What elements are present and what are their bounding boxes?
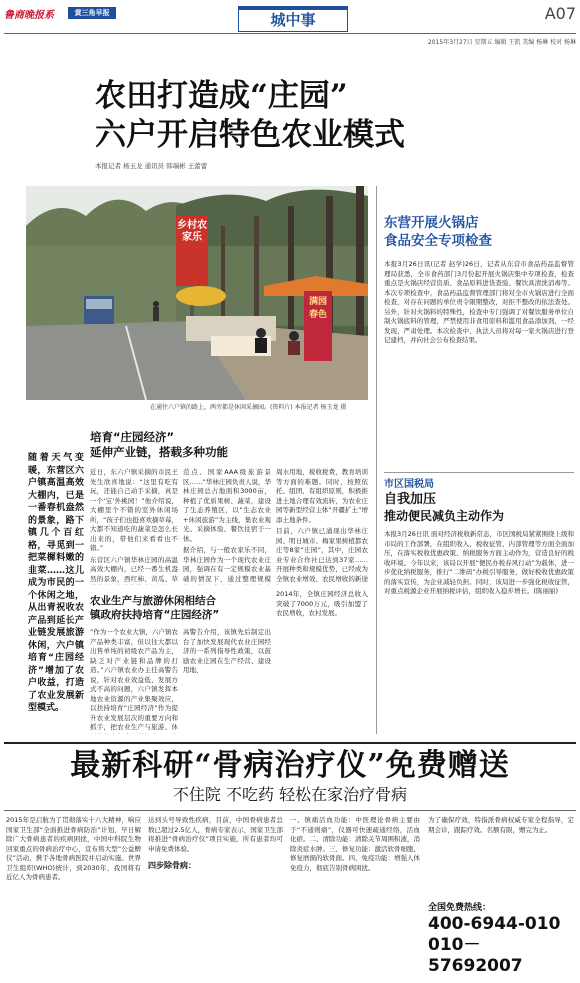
subhead-2-line1: 农业生产与旅游休闲相结合 [90,595,216,607]
side-story-1-title2: 食品安全专项检查 [384,233,492,249]
article-col2-p2: 据介绍，与一般农家乐不同，华林庄园作为一个现代农业庄园，强调在有一定规模农业基础的情况下，通过整理规模 [183,546,271,583]
edition-badge: 黄三角早报 [68,7,116,19]
ad-hotline-1: 400-6944-010 [428,914,561,934]
masthead [0,0,580,50]
main-headline-line1: 农田打造成“庄园” [95,78,348,114]
page-number: A07 [544,4,576,23]
ad-subtitle: 不住院 不吃药 轻松在家治疗骨病 [172,785,408,804]
article-col2-lower [183,628,271,734]
subhead-2-line2: 镇政府扶持培育“庄园经济” [90,609,220,621]
article-col1-p1: 近日，东六户镇采摘的市民王先生欣喜地说：“这里有吃有玩，还能自己动手采摘，真是一个‘宝’外桃园！”他介绍说，大棚里个不错的室外休闲场所，“孩子们也挺喜欢摘草莓，大都不知道吃的蔬菜是怎么长出来的，带他们来看看也不错。” [90,468,178,552]
news-photo [26,186,368,400]
article-col1-lower [90,628,178,734]
side-story-2-kicker: 市区国税局 [384,479,434,490]
side-story-2 [384,478,574,716]
main-headline-line2: 六户开启特色农业模式 [95,117,405,153]
side-story-2-body: 本报3月26日讯 面对经济税收新常态，市区国税局紧紧围绕上级和市局的工作部署，在组织收入、税收征管、内部管理等方面全面加压，在落实税收优惠政策、纳税服务方面主动作为，营造良好的税收环境。今年以来，该局以开展“便民办税春风行动”为载体，进一步优化纳税服务，推行“二维码”办税引导服务，做好税收优惠政策的落实宣传，为企业减轻负担。同时，该局进一步强化税收征管，对重点税源企业开展纳税评估，组织收入稳步增长。(陈丽丽) [384,530,574,595]
ad-col2-wrap [148,816,283,976]
ad-block [4,748,576,979]
article-col2 [183,468,271,585]
article-col2-p1: 范点、国家AAA级旅游景区……”华林庄园负责人说，华林庄园总占地面积3000亩，种植了优质果树、蔬菜，建设了生态养殖区，以“生态农业+休闲旅游”为主线，集农业观光、采摘体验、餐饮住宿于一体。 [183,468,271,543]
photo-banner: 满园春色 [308,297,327,320]
ad-hotline-2: 010－57692007 [428,935,523,976]
byline: 本报记者 杨玉龙 通讯员 韩瑞彬 王蕾蕾 [95,162,208,170]
article-col3 [276,468,368,585]
subhead-1-line1: 培育“庄园经济” [90,430,175,444]
subhead-2 [90,594,270,622]
side-story-1 [384,214,574,456]
date-line: 2015年3月27日 星期五 编辑 王凯 美编 杨琳 校对 杨琳 [427,39,576,46]
section-tab [238,6,348,32]
side-story-1-body: 本报3月26日讯(记者 赵学)26日，记者从东营市食品药品监督管理局获悉，全市食药部门3月份起开展火锅店集中专项检查，检查重点是火锅店经营资质、食品原料进货查验、餐饮具清洗消毒等。本次专项检查中，食品药品监督管理部门将对全市火锅店进行全面检查，对存在问题的单位责令限期整改，对拒不整改的依法查处。另外，针对火锅料的特殊性，检查中专门强调了对餐饮服务单位自制火锅底料的管理，严禁使用非食用原料和滥用食品添加剂，一经发现，严肃处理。本次检查中，执法人员将对每一家火锅店进行登记建档，并向社会公布检查结果。 [384,260,574,344]
ad-col3: 一、镇痛活血功能：中医理论骨病主要由于“不通则痛”，仪器可快速疏通经络，活血化瘀。二、清除功能：清除关节周围积液，消除炎症水肿。三、修复功能：激活软骨细胞，修复磨损的软骨面。四、免疫功能：增强人体免疫力，彻底告别骨病困扰。 [290,816,420,872]
photo-sign-vertical: 乡村农家乐 [177,220,207,243]
subhead-1-line2: 延伸产业链，搭载多种功能 [90,445,228,459]
side-story-2-title1: 自我加压 [384,492,437,507]
subhead-1 [90,430,368,460]
side-story-1-title1: 东营开展火锅店 [384,215,479,231]
article-col1 [90,468,178,585]
article-col3-p2: 目前，六户镇已涌现出华林庄园、明日城市、梅家果树植都农庄等8家“庄园”，其中，庄园农业专业合作社已达到37家……开展种类和规模优势，已经成为全镇农业增效、农民增收的新途 [276,527,368,583]
article-col3-p1: 周水用地，税收税费，教育培训等方面的难题。同时，按照依托、组团、有组织原则，积极推进土地合理有效流转，为农业庄园等新型经营主体“开疆扩土”增添土地条件。 [276,468,368,524]
article-col2-p4: 高警告介绍，该镇先后制定出台了加快发展现代农业庄园经济的一系列指导性政策，以鼓励农业庄园在生产经营、建设用地、 [183,628,271,674]
ad-col4-wrap [428,816,574,976]
ad-col1: 2015年是启航为了贯彻落实十八大精神，响应国家卫生部“全面推进骨病防治”计划，早日解除广大骨病患者的疾病困扰，中国中科院生物回家重点的骨病治疗中心，宣布将大型“公益赠仪”活动，携手各地骨病医院并启动实施。世界卫生组织(WHO)统计，到2030年，我国将有近亿人为骨病患者。 [6,816,141,881]
ad-col4: 为了确保疗效，特指派骨病权威专家全程指导，定期会诊，跟踪疗效。名额有限，赠完为止。 [428,816,574,834]
photo-caption: 在通往六户镇的路上，两旁都是休闲采摘园。(资料片) 本报记者 杨玉龙 摄 [150,404,347,411]
ad-hotline-label: 全国免费热线： [428,903,492,913]
paper-logo: 鲁商晚报系 [4,10,54,21]
section-title: 城中事 [270,11,316,29]
ad-feature-label: 四步除骨病： [148,861,196,870]
article-col3-lower [276,590,368,734]
ad-col2: 达到头号导致性疾病，目前，中国骨病患者总数已超过2.5亿人，骨病专家表示，国家卫生部将推进“骨病治疗仪”项目实施，所有患者均可申请免费体验。 [148,816,283,853]
ad-headline: 最新科研“骨病治疗仪”免费赠送 [70,748,510,783]
lead-paragraph: 随着天气变暖，东营区六户镇高温高效大棚内，已是一番春机盎然的景象，路下镇几个百红格，寻觅到一把菜樨料嫩的韭菜……这儿成为市民的一个休闲之地，从出青祝收农产品到延长产业链发展旅游休闲，六户镇培育“庄园经济”增加了农户收益，打造了农业发展新型模式。 [28,453,84,713]
article-col3-p3: 2014年，全镇庄园经济总收入突破了7000万元，吸引加盟了农民增收，农村发展。 [276,590,368,617]
article-col1-p2: 东营区六户镇华林庄园的高温高效大棚内，已经一番生机盎然的景象，西红柿、黄瓜、草 [90,555,178,583]
article-col2-p3: “作为一个农业大镇，六户镇农产品种类丰富，但以往大都以出售单纯的初级农产品为主，缺乏对产业链和品牌的打造。”六户镇农业办主任高警告说，针对农业效益低、发展方式不高的问题，六户镇发挥本地农业资源的产业集聚效应，以扶持培育“庄园经济”作为提升农业发展层次的重要方向和抓手，把农业生产与旅游、休 [90,628,178,731]
side-story-2-title2: 推动便民减负主动作为 [384,509,505,523]
